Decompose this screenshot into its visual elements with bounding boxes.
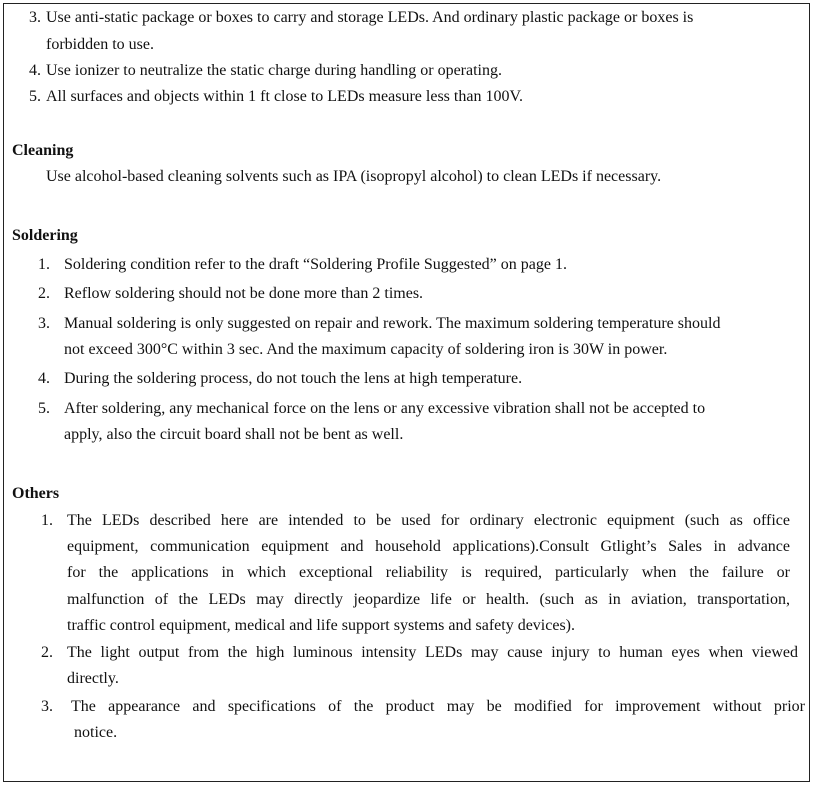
soldering-item-number: 5. bbox=[38, 400, 50, 417]
others-item-number: 3. bbox=[41, 698, 53, 715]
cleaning-heading: Cleaning bbox=[12, 142, 74, 159]
others-item-text: malfunction of the LEDs may directly jeopardize life or health. (such as in aviation, transportation, bbox=[67, 591, 790, 608]
esd-item-5-text: All surfaces and objects within 1 ft close to LEDs measure less than 100V. bbox=[46, 88, 523, 105]
cleaning-text: Use alcohol-based cleaning solvents such as IPA (isopropyl alcohol) to clean LEDs if necessary. bbox=[46, 168, 662, 185]
others-item-text: The light output from the high luminous intensity LEDs may cause injury to human eyes when viewed bbox=[67, 644, 798, 661]
soldering-item-text: Manual soldering is only suggested on repair and rework. The maximum soldering temperature should bbox=[64, 315, 721, 332]
soldering-item-text: Reflow soldering should not be done more than 2 times. bbox=[64, 285, 424, 302]
others-heading: Others bbox=[12, 485, 60, 502]
others-item-number: 1. bbox=[41, 512, 53, 529]
others-item-text: traffic control equipment, medical and life support systems and safety devices). bbox=[67, 617, 575, 634]
content-border bbox=[3, 3, 810, 782]
others-item-text: equipment, communication equipment and household applications).Consult Gtlight’s Sales in advance bbox=[67, 538, 790, 555]
esd-item-4-number: 4. bbox=[29, 62, 41, 79]
soldering-item-text: apply, also the circuit board shall not be bent as well. bbox=[64, 426, 404, 443]
esd-item-3-text: Use anti-static package or boxes to carry and storage LEDs. And ordinary plastic package or boxes is bbox=[46, 9, 694, 26]
others-item-text: notice. bbox=[74, 724, 118, 741]
soldering-item-text: Soldering condition refer to the draft “Soldering Profile Suggested” on page 1. bbox=[64, 256, 567, 273]
others-item-text: The appearance and specifications of the product may be modified for improvement without prior bbox=[71, 698, 805, 715]
others-item-text: The LEDs described here are intended to be used for ordinary electronic equipment (such as office bbox=[67, 512, 790, 529]
soldering-item-text: not exceed 300°C within 3 sec. And the maximum capacity of soldering iron is 30W in power. bbox=[64, 341, 668, 358]
soldering-item-number: 1. bbox=[38, 256, 50, 273]
soldering-item-number: 3. bbox=[38, 315, 50, 332]
others-item-text: directly. bbox=[67, 670, 119, 687]
esd-item-3-text: forbidden to use. bbox=[46, 36, 154, 53]
soldering-item-text: After soldering, any mechanical force on the lens or any excessive vibration shall not be accepted to bbox=[64, 400, 706, 417]
others-item-text: for the applications in which exceptional reliability is required, particularly when the failure or bbox=[67, 564, 790, 581]
soldering-item-text: During the soldering process, do not touch the lens at high temperature. bbox=[64, 370, 523, 387]
soldering-item-number: 4. bbox=[38, 370, 50, 387]
esd-item-5-number: 5. bbox=[29, 88, 41, 105]
soldering-heading: Soldering bbox=[12, 227, 78, 244]
others-item-number: 2. bbox=[41, 644, 53, 661]
esd-item-3-number: 3. bbox=[29, 9, 41, 26]
esd-item-4-text: Use ionizer to neutralize the static charge during handling or operating. bbox=[46, 62, 502, 79]
soldering-item-number: 2. bbox=[38, 285, 50, 302]
